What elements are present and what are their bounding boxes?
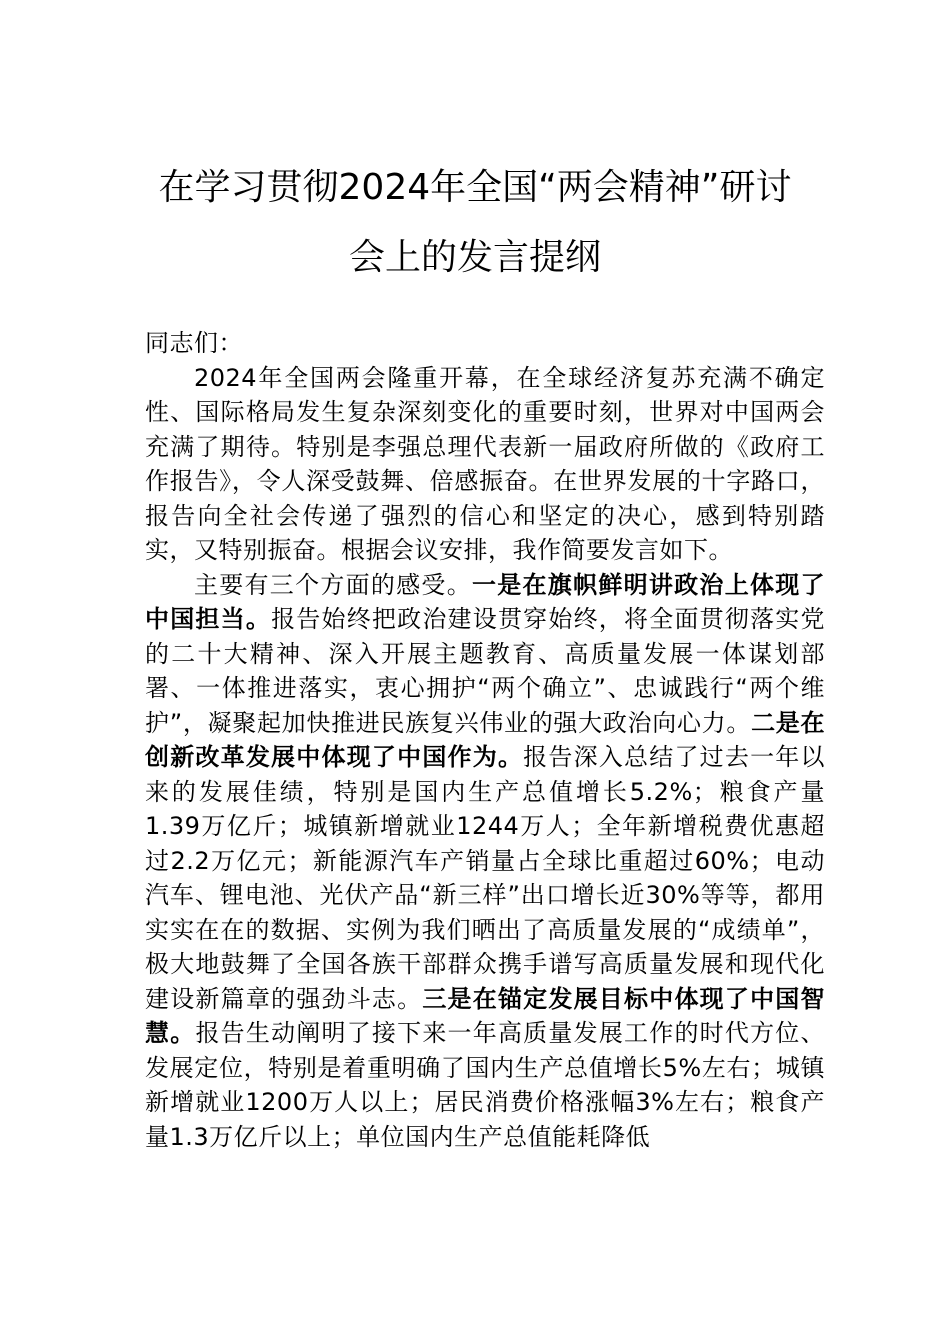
- document-title-line1: 在学习贯彻2024年全国“两会精神”研讨: [158, 167, 792, 208]
- point3-heading: 三是在锚定发展目标中体现了中国智慧。: [145, 984, 826, 1047]
- document-body: [145, 326, 825, 1154]
- point2-heading: 二是在创新改革发展中体现了中国作为。: [145, 708, 826, 771]
- salutation: 同志们：: [145, 329, 243, 357]
- paragraph-feelings: [145, 568, 825, 1155]
- document-title-line2: 会上的发言提纲: [348, 237, 601, 278]
- point2-text: 报告深入总结了过去一年以来的发展佳绩，特别是国内生产总值增长5.2%；粮食产量1.39万亿斤；城镇新增就业1244万人；全年新增税费优惠超过2.2万亿元；新能源汽车产销量占全球比重超过60%；电动汽车、锂电池、光伏产品“新三样”出口增长近30%等等，都用实实在在的数据、实例为我们晒出了高质量发展的“成绩单”，极大地鼓舞了全国各族干部群众携手谱写高质量发展和现代化建设新篇章的强劲斗志。: [145, 743, 825, 1013]
- point1-text: 报告始终把政治建设贯穿始终，将全面贯彻落实党的二十大精神、深入开展主题教育、高质量发展一体谋划部署、一体推进落实，衷心拥护“两个确立”、忠诚践行“两个维护”，凝聚起加快推进民族复兴伟业的强大政治向心力。: [145, 605, 826, 737]
- point1-heading: 一是在旗帜鲜明讲政治上体现了中国担当。: [145, 570, 826, 633]
- point3-text: 报告生动阐明了接下来一年高质量发展工作的时代方位、发展定位，特别是着重明确了国内生产总值增长5%左右；城镇新增就业1200万人以上；居民消费价格涨幅3%左右；粮食产量1.3万亿斤以上；单位国内生产总值能耗降低: [145, 1019, 826, 1151]
- paragraph-intro: 2024年全国两会隆重开幕，在全球经济复苏充满不确定性、国际格局发生复杂深刻变化的重要时刻，世界对中国两会充满了期待。特别是李强总理代表新一届政府所做的《政府工作报告》，令人深受鼓舞、倍感振奋。在世界发展的十字路口，报告向全社会传递了强烈的信心和坚定的决心，感到特别踏实，又特别振奋。根据会议安排，我作简要发言如下。: [145, 363, 825, 564]
- feelings-intro: 主要有三个方面的感受。: [194, 570, 472, 599]
